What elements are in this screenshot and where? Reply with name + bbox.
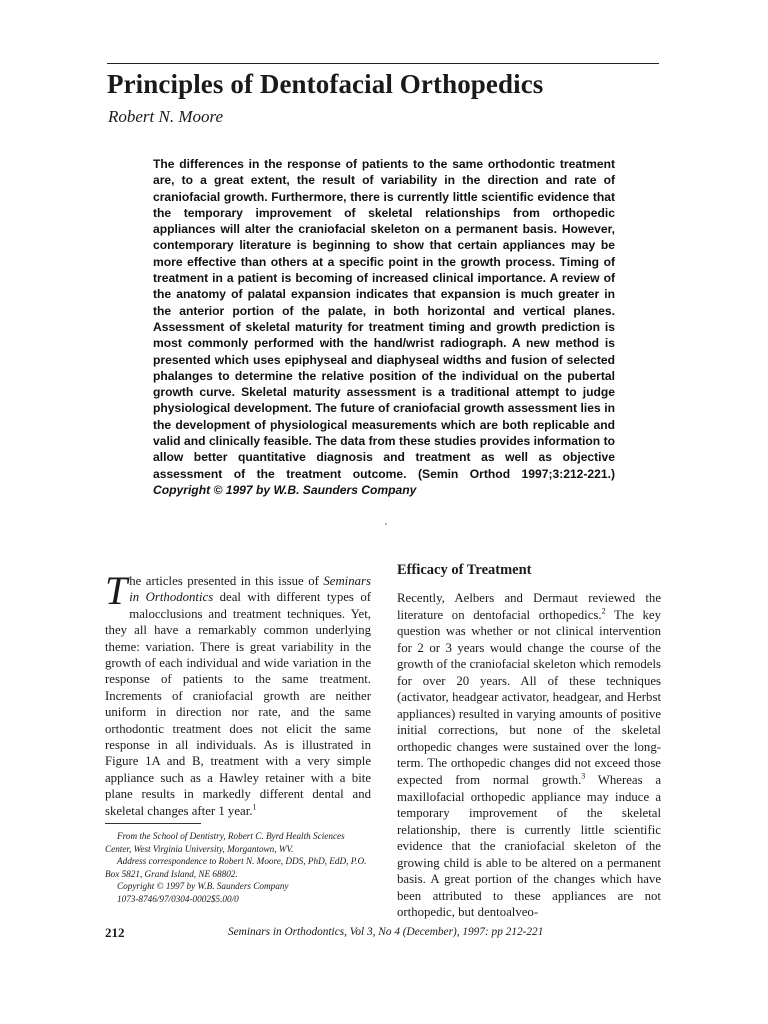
abstract-citation: (Semin Orthod 1997;3:212-221.) bbox=[406, 466, 615, 481]
intro-text-1: he articles presented in this issue of bbox=[129, 574, 324, 588]
author-name: Robert N. Moore bbox=[108, 107, 224, 126]
reference-marker: 1 bbox=[252, 802, 257, 812]
footnote-affiliation: From the School of Dentistry, Robert C. Byrd Health Sciences Center, West Virginia University, Morgantown, WV. bbox=[105, 831, 345, 854]
reference-marker: 2 bbox=[601, 606, 606, 616]
efficacy-text-1: Recently, Aelbers and Dermaut reviewed the literature on dentofacial orthopedics. bbox=[397, 591, 661, 622]
article-title: Principles of Dentofacial Orthopedics bbox=[107, 69, 544, 99]
footnote bbox=[105, 830, 371, 906]
stray-mark bbox=[385, 523, 387, 525]
abstract bbox=[153, 156, 615, 498]
abstract-body: The differences in the response of patients to the same orthodontic treatment are, to a great extent, the result of variability in the direction and rate of craniofacial growth. Furthermore, there is currently little scientific evidence that the temporary improvement of skeletal relationships from orthopedic appliances will alter the craniofacial skeleton on a permanent basis. However, contemporary literature is beginning to show that certain appliances may be more effective than others at a specific point in the growth process. Timing of treatment in a patient is becoming of increased clinical importance. A review of the anatomy of palatal expansion indicates that expansion is much greater in the anterior portion of the palate, in both horizontal and vertical planes. Assessment of skeletal maturity for treatment timing and growth prediction is most commonly performed with the hand/wrist radiograph. A new method is presented which uses epiphyseal and diaphyseal widths and fusion of selected phalanges to determine the relative position of the individual on the pubertal growth curve. Skeletal maturity assessment is a traditional attempt to judge physiological development. The future of craniofacial growth assessment lies in the development of physiological measurements which are both replicable and valid and clinically feasible. The data from these studies provides information to allow better quantitative diagnosis and treatment as well as objective assessment of the treatment outcome. bbox=[153, 157, 615, 481]
top-rule bbox=[107, 63, 659, 64]
efficacy-paragraph bbox=[397, 590, 661, 921]
journal-name: Seminars in Orthodontics bbox=[129, 574, 371, 605]
efficacy-text-2: The key question was whether or not clinical intervention for 2 or 3 years would change the course of the growth of the craniofacial skeleton which remodels for over 20 years. All of these techniques (activator, headgear activator, headgear, and Herbst appliances) resulted in varying amounts of positive initial corrections, but none of the skeletal orthopedic changes were sustained over the long-term. The orthopedic changes did not exceed those expected from normal growth. bbox=[397, 607, 661, 788]
footnote-copyright: Copyright © 1997 by W.B. Saunders Company bbox=[117, 881, 289, 892]
footnote-rule bbox=[105, 823, 201, 824]
footnote-issn: 1073-8746/97/0304-0002$5.00/0 bbox=[117, 893, 239, 904]
page-number: 212 bbox=[105, 925, 125, 940]
efficacy-text-3: Whereas a maxillofacial orthopedic appliance may induce a temporary improvement of the skeletal relationship, there is currently little scientific evidence that the craniofacial skeleton of the growing child is able to be altered on a permanent basis. A great portion of the changes which have been attributed to these appliances are not orthopedic, but dentoalveo- bbox=[397, 773, 661, 920]
section-heading: Efficacy of Treatment bbox=[397, 562, 532, 578]
efficacy-section bbox=[397, 560, 661, 921]
reference-marker: 3 bbox=[581, 771, 586, 781]
running-footer: Seminars in Orthodontics, Vol 3, No 4 (December), 1997: pp 212-221 bbox=[228, 926, 544, 938]
intro-paragraph bbox=[105, 568, 371, 819]
abstract-copyright: Copyright © 1997 by W.B. Saunders Company bbox=[153, 482, 417, 497]
footnote-address: Address correspondence to Robert N. Moore, DDS, PhD, EdD, P.O. Box 5821, Grand Island, NE 68802. bbox=[105, 856, 367, 879]
drop-cap: T bbox=[105, 568, 128, 613]
intro-text-2: deal with different types of malocclusions and treatment techniques. Yet, they all have a remarkably common underlying theme: variation. There is great variability in the growth of each individual and wide variation in the response of patients to the same treatment. Increments of craniofacial growth are neither uniform in direction nor rate, and the same orthodontic treatment does not elicit the same response in all individuals. As is illustrated in Figure 1A and B, treatment with a very simple appliance such as a Hawley retainer with a bite plane results in markedly different dental and skeletal changes after 1 year. bbox=[105, 590, 371, 818]
